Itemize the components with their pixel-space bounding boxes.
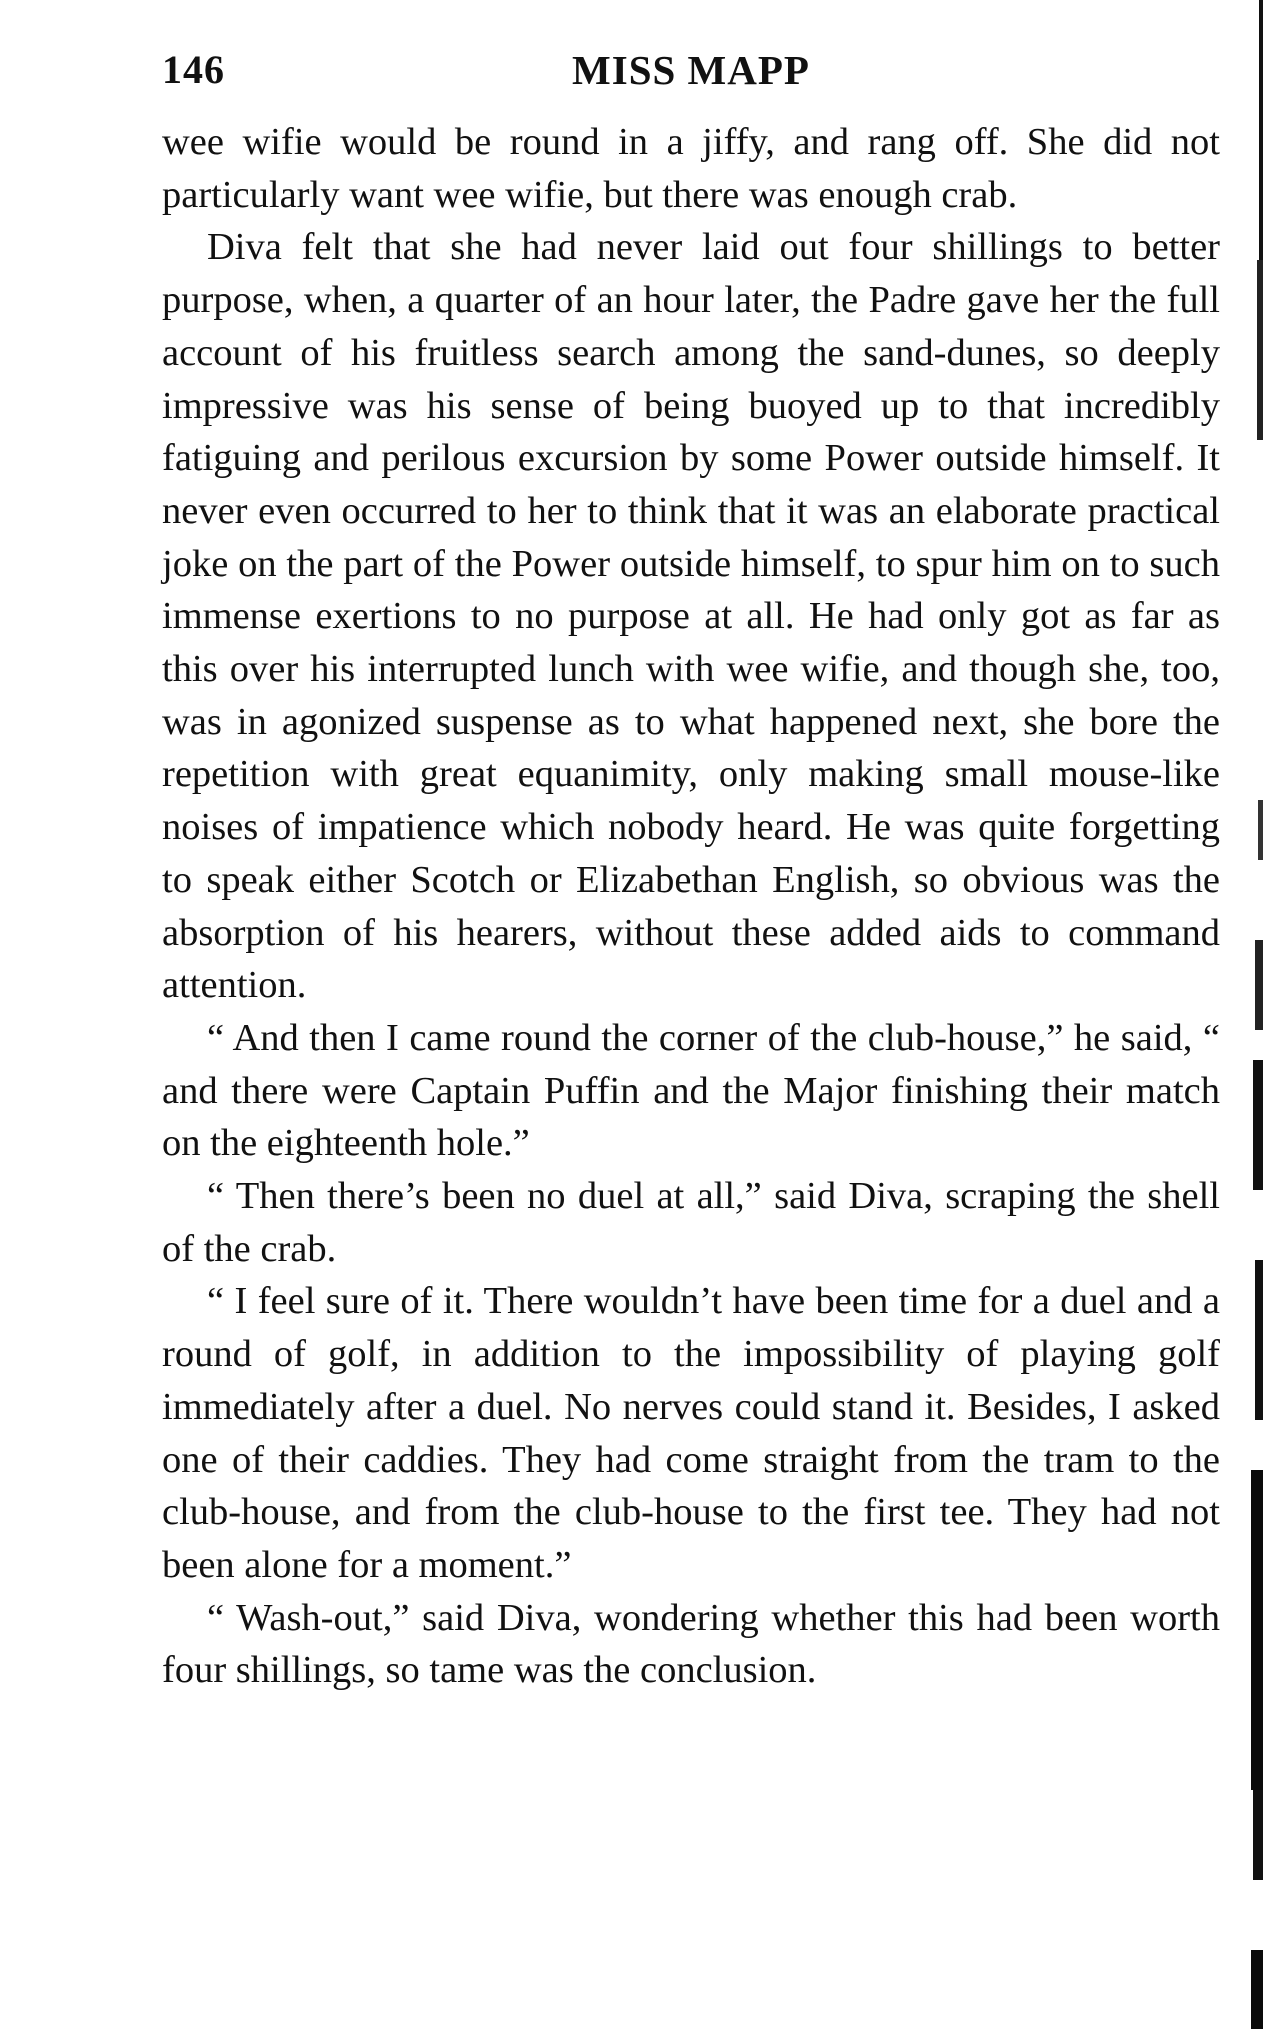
binding-edge-scan-artifact <box>1233 0 1263 2029</box>
body-text <box>162 116 1220 1697</box>
paragraph-3: “ And then I came round the corner of the club-house,” he said, “ and there were Captain Puffin and the Major finishing their match on the eighteenth hole.” <box>162 1016 1220 1165</box>
page-number: 146 <box>162 47 225 92</box>
paragraph-4: “ Then there’s been no duel at all,” said Diva, scraping the shell of the crab. <box>162 1175 1220 1270</box>
paragraph-1: wee wifie would be round in a jiffy, and rang off. She did not particularly want wee wifie, but there was enough crab. <box>162 121 1220 216</box>
paragraph-2: Diva felt that she had never laid out four shillings to better purpose, when, a quarter of an hour later, the Padre gave her the full account of his fruitless search among the sand-dunes, so deeply impressive was his sense of being buoyed up to that incredibly fatiguing and perilous excursion by some Power outside himself. It never even occurred to her to think that it was an elaborate practical joke on the part of the Power outside himself, to spur him on to such immense exertions to no purpose at all. He had only got as far as this over his interrupted lunch with wee wifie, and though she, too, was in agonized suspense as to what happened next, she bore the repetition with great equanimity, only making small mouse-like noises of impatience which nobody heard. He was quite forgetting to speak either Scotch or Elizabethan English, so obvious was the absorption of his hearers, without these added aids to command attention. <box>162 226 1220 1007</box>
page-header <box>162 40 1220 100</box>
paragraph-5: “ I feel sure of it. There wouldn’t have been time for a duel and a round of golf, in addition to the impossibility of playing golf immediately after a duel. No nerves could stand it. Besides, I asked one of their caddies. They had come straight from the tram to the club-house, and from the club-house to the first tee. They had not been alone for a moment.” <box>162 1280 1220 1586</box>
running-title: MISS MAPP <box>572 47 810 93</box>
paragraph-6: “ Wash-out,” said Diva, wondering whether this had been worth four shillings, so tame was the conclusion. <box>162 1596 1220 1692</box>
